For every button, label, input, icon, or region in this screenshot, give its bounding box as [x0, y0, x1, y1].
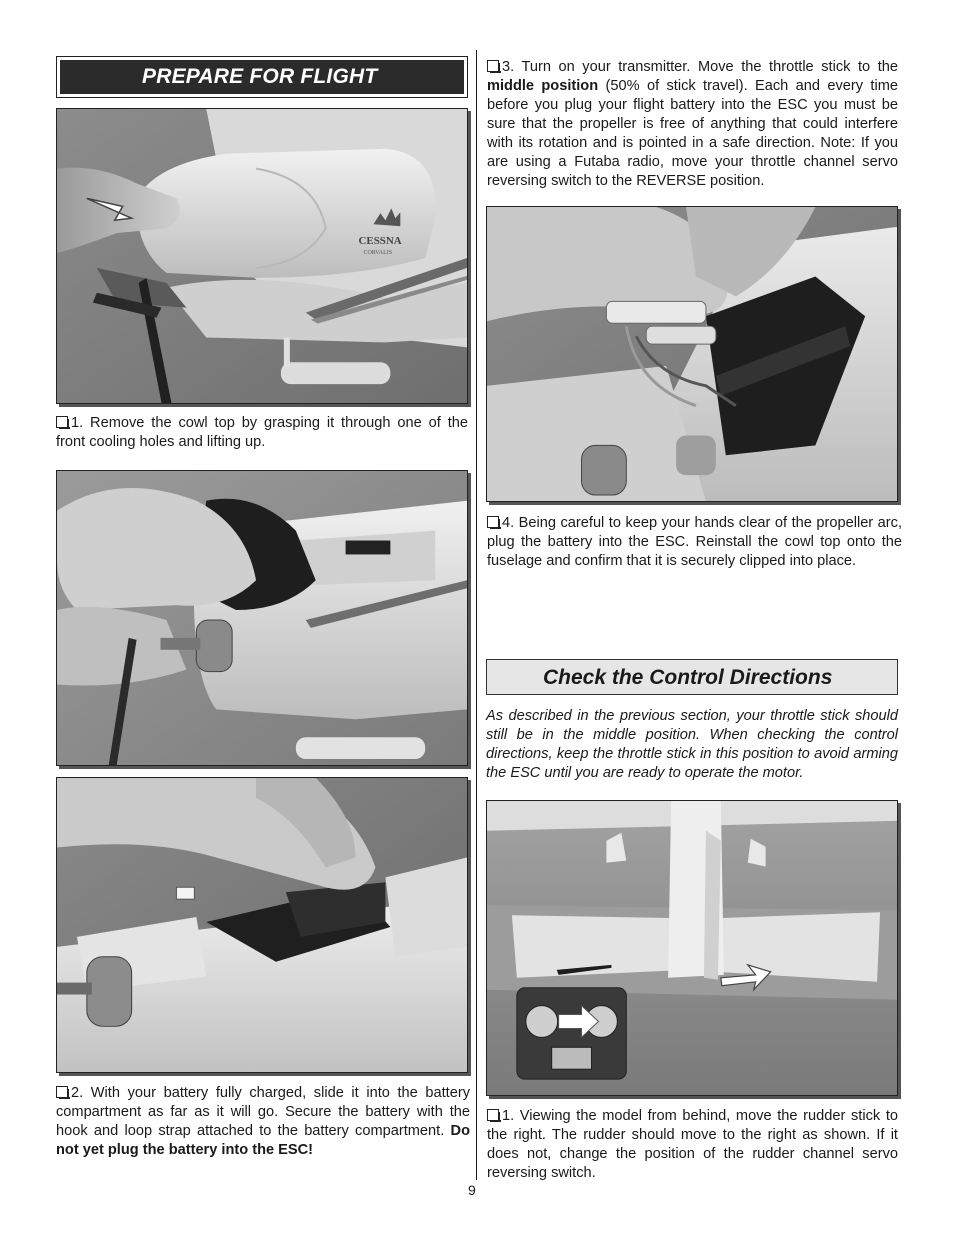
photo-battery-insertion [56, 470, 468, 766]
checkbox-icon[interactable] [487, 516, 499, 528]
step-prep-1 [56, 414, 468, 452]
check-intro: As described in the previous section, your throttle stick should still be in the middle position. When checking the control directions, keep the throttle stick in this position to avoid arming the ESC until you are ready to operate the motor. [486, 708, 898, 781]
photo-rudder-check [486, 800, 898, 1096]
heading-text: Check the Control Directions [543, 666, 833, 689]
checkbox-icon[interactable] [56, 416, 68, 428]
corvalis-logo-text: CORVALIS [363, 250, 393, 257]
photo-battery-strap [56, 777, 468, 1073]
section-heading-check [486, 659, 898, 695]
photo-plug-battery [486, 206, 898, 502]
section-heading-prepare [56, 56, 468, 98]
column-divider [476, 50, 477, 1180]
cessna-logo-text: CESSNA [358, 235, 402, 248]
checkbox-icon[interactable] [487, 60, 499, 72]
step-check-1 [487, 1107, 898, 1183]
step-text-continued: (50% of stick travel). Each and every time before you plug your flight battery into the ESC you must be sure that the propeller is free of anything that could interfere with its rotation and is pointed in a safe direction. Note: If you are using a Futaba radio, move your throttle channel servo reversing switch to the REVERSE position. [487, 78, 898, 189]
step-text: 1. Remove the cowl top by grasping it through one of the front cooling holes and lifting up. [56, 415, 468, 450]
checkbox-icon[interactable] [56, 1086, 68, 1098]
page-number: 9 [468, 1182, 476, 1198]
step-prep-2 [56, 1084, 470, 1160]
step-warning: Do not yet plug the battery into the ESC! [56, 1123, 470, 1158]
photo-cowl-removal [56, 108, 468, 404]
step-text: 3. Turn on your transmitter. Move the throttle stick to the [502, 59, 898, 75]
heading-text: PREPARE FOR FLIGHT [60, 60, 464, 94]
step-text: 4. Being careful to keep your hands clear of the propeller arc, plug the battery into the ESC. Reinstall the cowl top onto the fuselage and confirm that it is securely clipped into place. [487, 515, 902, 569]
step-text: 2. With your battery fully charged, slide it into the battery compartment as far as it will go. Secure the battery with the hook and loop strap attached to the battery compartment. [56, 1085, 470, 1139]
checkbox-icon[interactable] [487, 1109, 499, 1121]
step-emphasis: middle position [487, 78, 599, 94]
step-text: 1. Viewing the model from behind, move the rudder stick to the right. The rudder should move to the right as shown. If it does not, change the position of the rudder channel servo reversing switch. [487, 1108, 898, 1181]
step-prep-3 [487, 58, 898, 191]
step-prep-4 [487, 514, 902, 571]
